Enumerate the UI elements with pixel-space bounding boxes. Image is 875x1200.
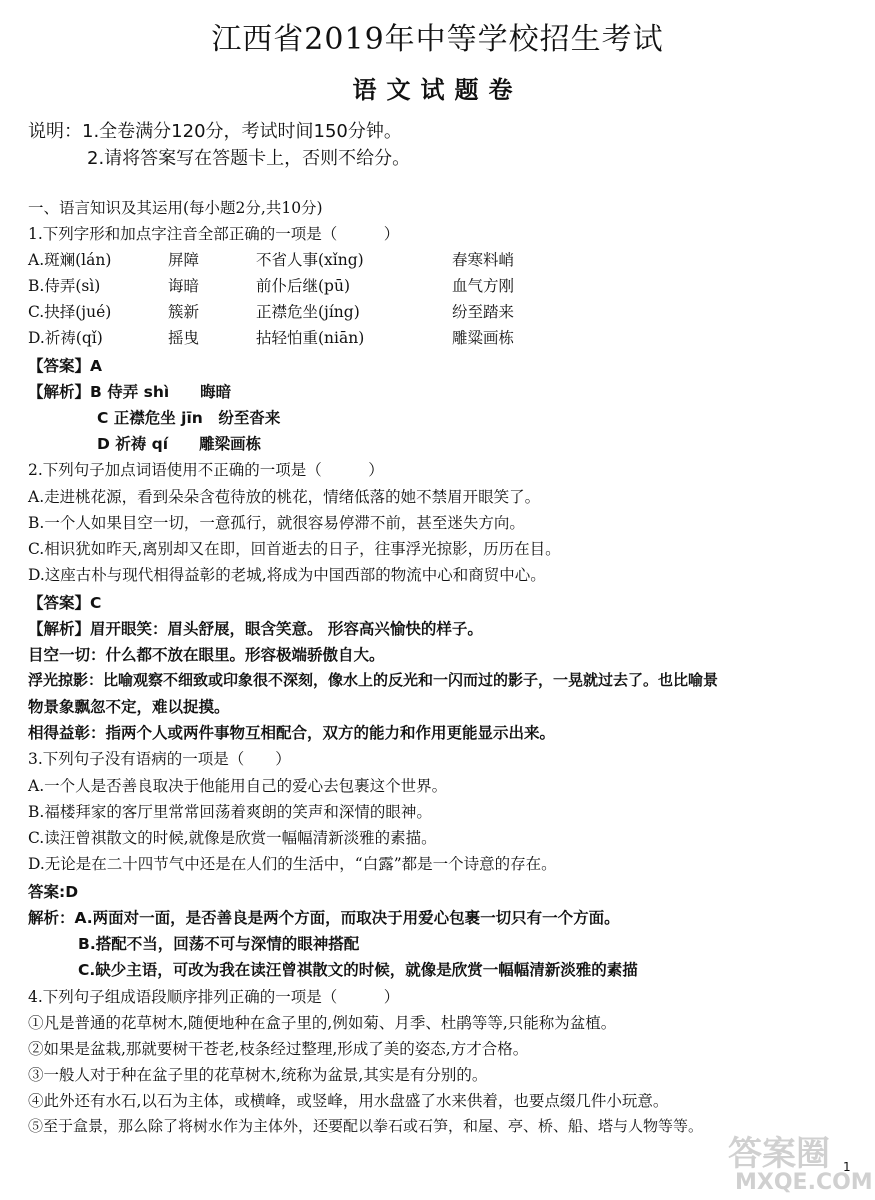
q4-item-1: ①凡是普通的花草树木,随便地种在盒子里的,例如菊、月季、杜鹃等等,只能称为盆植。 bbox=[28, 1014, 617, 1032]
q1-option-c-3: 正襟危坐(jíng) bbox=[256, 303, 360, 321]
q2-option-a: A.走进桃花源，看到朵朵含苞待放的桃花，情绪低落的她不禁眉开眼笑了。 bbox=[28, 488, 541, 506]
q4-item-2: ②如果是盆栽,那就要树干苍老,枝条经过整理,形成了美的姿态,方才合格。 bbox=[28, 1040, 529, 1058]
q4-stem: 4.下列句子组成语段顺序排列正确的一项是（ ） bbox=[28, 988, 400, 1006]
q3-answer: 答案:D bbox=[28, 883, 79, 901]
section-heading: 一、语言知识及其运用(每小题2分,共10分) bbox=[28, 199, 323, 217]
q1-option-b-4: 血气方刚 bbox=[452, 277, 515, 295]
q1-answer: 【答案】A bbox=[28, 357, 102, 375]
q2-analysis-3: 浮光掠影：比喻观察不细致或印象很不深刻，像水上的反光和一闪而过的影子，一晃就过去了。也比喻景 bbox=[28, 671, 719, 689]
q2-analysis-2: 目空一切：什么都不放在眼里。形容极端骄傲自大。 bbox=[28, 646, 385, 664]
q1-option-b-1: B.侍弄(sì) bbox=[28, 277, 101, 295]
q1-option-b-3: 前仆后继(pū) bbox=[256, 277, 350, 295]
q3-analysis-3: C.缺少主语，可改为我在读汪曾祺散文的时候，就像是欣赏一幅幅清新淡雅的素描 bbox=[78, 961, 638, 979]
q2-answer: 【答案】C bbox=[28, 594, 102, 612]
q4-item-5: ⑤至于盒景，那么除了将树水作为主体外，还要配以拳石或石笋，和屋、亭、桥、船、塔与人物等等。 bbox=[28, 1117, 704, 1135]
exam-subtitle: 语文试题卷 bbox=[352, 76, 523, 104]
instruction-2: 2.请将答案写在答题卡上，否则不给分。 bbox=[87, 148, 411, 169]
q4-item-4: ④此外还有水石,以石为主体，或横峰，或竖峰，用水盘盛了水来供着，也要点缀几件小玩意。 bbox=[28, 1092, 669, 1110]
q1-option-c-1: C.抉择(jué) bbox=[28, 303, 112, 321]
q1-option-d-1: D.祈祷(qǐ) bbox=[28, 329, 103, 347]
q1-analysis-1: 【解析】B 侍弄 shì 晦暗 bbox=[28, 383, 232, 401]
q1-option-d-3: 拈轻怕重(niān) bbox=[256, 329, 365, 347]
q2-stem: 2.下列句子加点词语使用不正确的一项是（ ） bbox=[28, 461, 384, 479]
q1-stem: 1.下列字形和加点字注音全部正确的一项是（ ） bbox=[28, 225, 400, 243]
q1-option-d-2: 摇曳 bbox=[168, 329, 200, 347]
q1-analysis-2: C 正襟危坐 jīn 纷至沓来 bbox=[97, 409, 281, 427]
page-number: 1 bbox=[843, 1160, 851, 1174]
q3-option-a: A.一个人是否善良取决于他能用自己的爱心去包裹这个世界。 bbox=[28, 777, 448, 795]
q3-option-d: D.无论是在二十四节气中还是在人们的生活中，“白露”都是一个诗意的存在。 bbox=[28, 855, 557, 873]
q2-analysis-1: 【解析】眉开眼笑：眉头舒展，眼含笑意。 形容高兴愉快的样子。 bbox=[28, 620, 483, 638]
q1-option-a-1: A.斑斓(lán) bbox=[28, 251, 112, 269]
q1-option-b-2: 诲暗 bbox=[168, 277, 200, 295]
q2-option-b: B.一个人如果目空一切，一意孤行，就很容易停滞不前，甚至迷失方向。 bbox=[28, 514, 525, 532]
q1-option-c-4: 纷至踏来 bbox=[452, 303, 515, 321]
q1-option-a-4: 春寒料峭 bbox=[452, 251, 515, 269]
q1-option-c-2: 簇新 bbox=[168, 303, 200, 321]
exam-title: 江西省2019年中等学校招生考试 bbox=[211, 22, 664, 57]
q1-analysis-3: D 祈祷 qí 雕梁画栋 bbox=[97, 435, 262, 453]
q2-option-d: D.这座古朴与现代相得益彰的老城,将成为中国西部的物流中心和商贸中心。 bbox=[28, 566, 546, 584]
q1-option-a-3: 不省人事(xǐng) bbox=[256, 251, 364, 269]
q1-option-d-4: 雕粱画栋 bbox=[452, 329, 515, 347]
q1-option-a-2: 屏障 bbox=[168, 251, 200, 269]
q2-analysis-5: 相得益彰：指两个人或两件事物互相配合，双方的能力和作用更能显示出来。 bbox=[28, 724, 556, 742]
q3-option-b: B.福楼拜家的客厅里常常回荡着爽朗的笑声和深情的眼神。 bbox=[28, 803, 432, 821]
q2-option-c: C.相识犹如昨天,离别却又在即，回首逝去的日子，往事浮光掠影，历历在目。 bbox=[28, 540, 561, 558]
q3-option-c: C.读汪曾祺散文的时候,就像是欣赏一幅幅清新淡雅的素描。 bbox=[28, 829, 437, 847]
q3-stem: 3.下列句子没有语病的一项是（ ） bbox=[28, 750, 291, 768]
watermark-url: MXQE.COM bbox=[735, 1170, 873, 1195]
q2-analysis-4: 物景象飘忽不定，难以捉摸。 bbox=[28, 698, 230, 716]
q3-analysis-2: B.搭配不当，回荡不可与深情的眼神搭配 bbox=[78, 935, 360, 953]
watermark-logo: 答案圈 bbox=[728, 1134, 830, 1174]
q4-item-3: ③一般人对于种在盆子里的花草树木,统称为盆景,其实是有分别的。 bbox=[28, 1066, 488, 1084]
q3-analysis-1: 解析：A.两面对一面，是否善良是两个方面，而取决于用爱心包裹一切只有一个方面。 bbox=[28, 909, 620, 927]
instruction-1: 说明：1.全卷满分120分，考试时间150分钟。 bbox=[28, 121, 402, 142]
